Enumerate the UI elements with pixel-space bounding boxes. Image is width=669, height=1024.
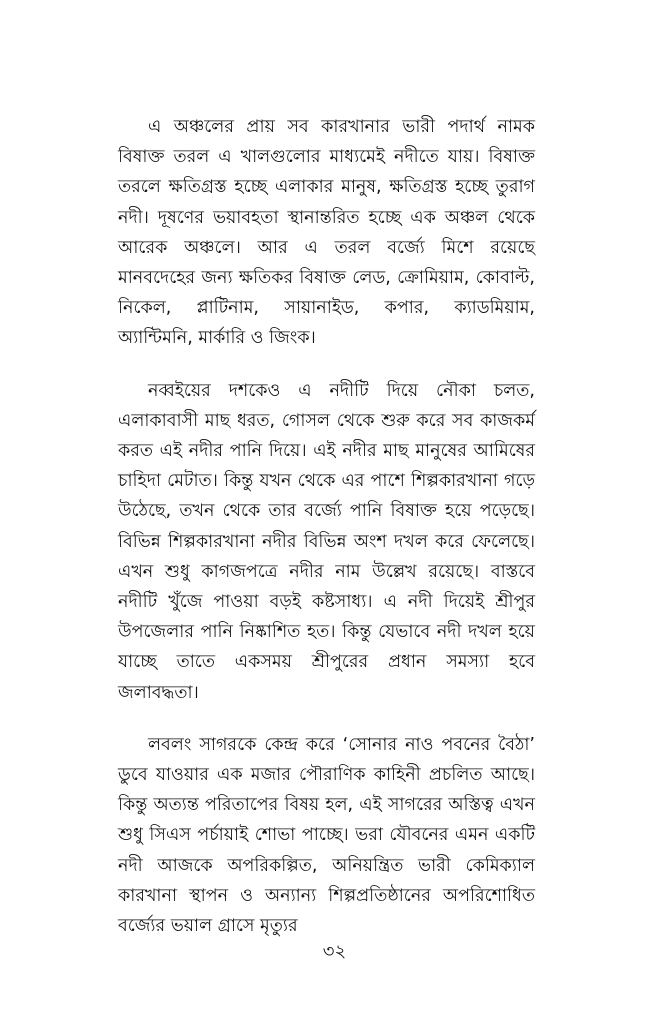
paragraph-river-history: নব্বইয়ের দশকেও এ নদীটি দিয়ে নৌকা চলত, এলাকাবাসী মাছ ধরত, গোসল থেকে শুরু করে সব কাজকর্ম করত এই নদীর পানি দিয়ে। এই নদীর মাছ মানুষের আমিষের চাহিদা মেটাত। কিন্তু যখন থেকে এর পাশে শিল্পকারখানা গড়ে উঠেছে, তখন থেকে তার বর্জ্যে পানি বিষাক্ত হয়ে পড়েছে। বিভিন্ন শিল্পকারখানা নদীর বিভিন্ন অংশ দখল করে ফেলেছে। এখন শুধু কাগজপত্রে নদীর নাম উল্লেখ রয়েছে। বাস্তবে নদীটি খুঁজে পাওয়া বড়ই কষ্টসাধ্য। এ নদী দিয়েই শ্রীপুর উপজেলার পানি নিষ্কাশিত হত। কিন্তু যেভাবে নদী দখল হয়ে যাচ্ছে তাতে একসময় শ্রীপুরের প্রধান সমস্যা হবে জলাবদ্ধতা। bbox=[118, 380, 535, 703]
page-body bbox=[118, 112, 535, 941]
paragraph-lobolong-sea: লবলং সাগরকে কেন্দ্র করে ‘সোনার নাও পবনের বৈঠা’ ডুবে যাওয়ার এক মজার পৌরাণিক কাহিনী প্রচলিত আছে। কিন্তু অত্যন্ত পরিতাপের বিষয় হল, এই সাগরের অস্তিত্ব এখন শুধু সিএস পর্চায়াই শোভা পাচ্ছে। ভরা যৌবনের এমন একটি নদী আজকে অপরিকল্পিত, অনিয়ন্ত্রিত ভারী কেমিক্যাল কারখানা স্থাপন ও অন্যান্য শিল্পপ্রতিষ্ঠানের অপরিশোধিত বর্জ্যের ভয়াল গ্রাসে মৃত্যুর bbox=[118, 734, 535, 937]
page-number: ৩২ bbox=[322, 941, 347, 962]
paragraph-industrial-waste: এ অঞ্চলের প্রায় সব কারখানার ভারী পদার্থ নামক বিষাক্ত তরল এ খালগুলোর মাধ্যমেই নদীতে যায়। বিষাক্ত তরলে ক্ষতিগ্রস্ত হচ্ছে এলাকার মানুষ, ক্ষতিগ্রস্ত হচ্ছে তুরাগ নদী। দূষণের ভয়াবহতা স্থানান্তরিত হচ্ছে এক অঞ্চল থেকে আরেক অঞ্চলে। আর এ তরল বর্জ্যে মিশে রয়েছে মানবদেহের জন্য ক্ষতিকর বিষাক্ত লেড, ক্রোমিয়াম, কোবাল্ট, নিকেল, প্লাটিনাম, সায়ানাইড, কপার, ক্যাডমিয়াম, অ্যান্টিমনি, মার্কারি ও জিংক। bbox=[118, 117, 535, 349]
